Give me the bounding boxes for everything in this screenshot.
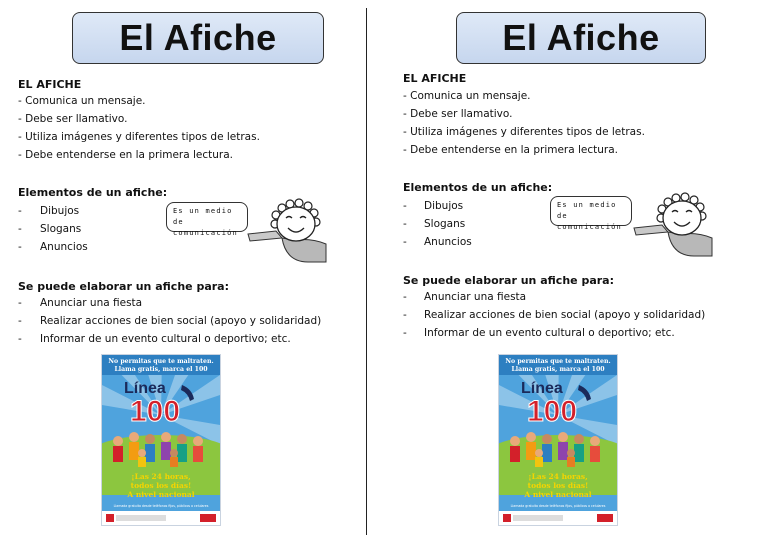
poster-tag-line-2: todos los días! bbox=[130, 481, 192, 490]
poster-top-line-1: No permitas que te maltraten. bbox=[505, 358, 611, 365]
bullet: - bbox=[403, 327, 407, 339]
bullet: - bbox=[403, 309, 407, 321]
poster-artwork bbox=[102, 355, 220, 525]
cartoon-character-icon bbox=[246, 198, 328, 264]
list-item: - Debe ser llamativo. bbox=[403, 108, 513, 120]
bullet: - bbox=[403, 291, 407, 303]
bullet: - bbox=[18, 205, 22, 217]
poster-top-line-2: Llama gratis, marca el 100 bbox=[511, 366, 605, 373]
list-item: Realizar acciones de bien social (apoyo y solidaridad) bbox=[40, 315, 322, 327]
section-heading-afiche: EL AFICHE bbox=[18, 78, 82, 91]
list-item: - Utiliza imágenes y diferentes tipos de letras. bbox=[18, 131, 260, 143]
poster-brand: Línea bbox=[124, 380, 166, 397]
bullet: - bbox=[403, 200, 407, 212]
poster-brand: Línea bbox=[521, 380, 563, 397]
poster-top-line-2: Llama gratis, marca el 100 bbox=[114, 366, 208, 373]
poster-tag-line-3: A nivel nacional bbox=[127, 490, 195, 499]
bullet: - bbox=[18, 315, 22, 327]
list-item: - Comunica un mensaje. bbox=[18, 95, 146, 107]
list-item: - Debe ser llamativo. bbox=[18, 113, 128, 125]
bullet: - bbox=[18, 223, 22, 235]
section-heading-elaborar: Se puede elaborar un afiche para: bbox=[18, 280, 229, 293]
list-item: - Debe entenderse en la primera lectura. bbox=[403, 144, 619, 156]
poster-number: 100 bbox=[130, 395, 181, 428]
linea-100-poster bbox=[101, 354, 221, 526]
bubble-line-2: de comunicación bbox=[557, 212, 622, 231]
list-item: Realizar acciones de bien social (apoyo y solidaridad) bbox=[424, 309, 706, 321]
title-banner bbox=[72, 12, 324, 64]
page-title: El Afiche bbox=[502, 17, 660, 58]
speech-bubble bbox=[550, 196, 632, 231]
poster-footer: Llamada gratuita desde teléfonos fijos, públicos o celulares bbox=[113, 504, 209, 508]
bullet: - bbox=[403, 218, 407, 230]
poster-tag-line-1: ¡Las 24 horas, bbox=[528, 472, 588, 481]
page-title: El Afiche bbox=[119, 17, 277, 58]
poster-top-line-1: No permitas que te maltraten. bbox=[108, 358, 214, 365]
section-heading-elementos: Elementos de un afiche: bbox=[403, 181, 553, 194]
list-item: - Utiliza imágenes y diferentes tipos de letras. bbox=[403, 126, 645, 138]
poster-number: 100 bbox=[527, 395, 578, 428]
bullet: - bbox=[403, 236, 407, 248]
poster-tag-line-3: A nivel nacional bbox=[524, 490, 592, 499]
list-item: Informar de un evento cultural o deportivo; etc. bbox=[40, 333, 291, 345]
list-item: Anuncios bbox=[424, 236, 472, 248]
poster-tag-line-1: ¡Las 24 horas, bbox=[131, 472, 191, 481]
bullet: - bbox=[18, 241, 22, 253]
list-item: Dibujos bbox=[40, 205, 80, 217]
section-heading-afiche: EL AFICHE bbox=[403, 72, 467, 85]
bullet: - bbox=[18, 333, 22, 345]
poster-artwork bbox=[499, 355, 617, 525]
list-item: Dibujos bbox=[424, 200, 464, 212]
linea-100-poster bbox=[498, 354, 618, 526]
poster-footer: Llamada gratuita desde teléfonos fijos, públicos o celulares bbox=[510, 504, 606, 508]
section-heading-elementos: Elementos de un afiche: bbox=[18, 186, 168, 199]
bubble-line-1: Es un medio bbox=[557, 201, 617, 209]
list-item: Slogans bbox=[424, 218, 466, 230]
list-item: - Comunica un mensaje. bbox=[403, 90, 531, 102]
bullet: - bbox=[18, 297, 22, 309]
speech-bubble bbox=[166, 202, 248, 237]
title-banner bbox=[456, 12, 706, 64]
list-item: Anunciar una fiesta bbox=[424, 291, 527, 303]
list-item: Anunciar una fiesta bbox=[40, 297, 143, 309]
right-page bbox=[386, 0, 768, 543]
list-item: Slogans bbox=[40, 223, 82, 235]
list-item: Anuncios bbox=[40, 241, 88, 253]
bubble-line-2: de comunicación bbox=[173, 218, 238, 237]
list-item: Informar de un evento cultural o deportivo; etc. bbox=[424, 327, 675, 339]
poster-tag-line-2: todos los días! bbox=[527, 481, 589, 490]
cartoon-character-icon bbox=[632, 192, 714, 258]
list-item: - Debe entenderse en la primera lectura. bbox=[18, 149, 234, 161]
bubble-line-1: Es un medio bbox=[173, 207, 233, 215]
section-heading-elaborar: Se puede elaborar un afiche para: bbox=[403, 274, 614, 287]
